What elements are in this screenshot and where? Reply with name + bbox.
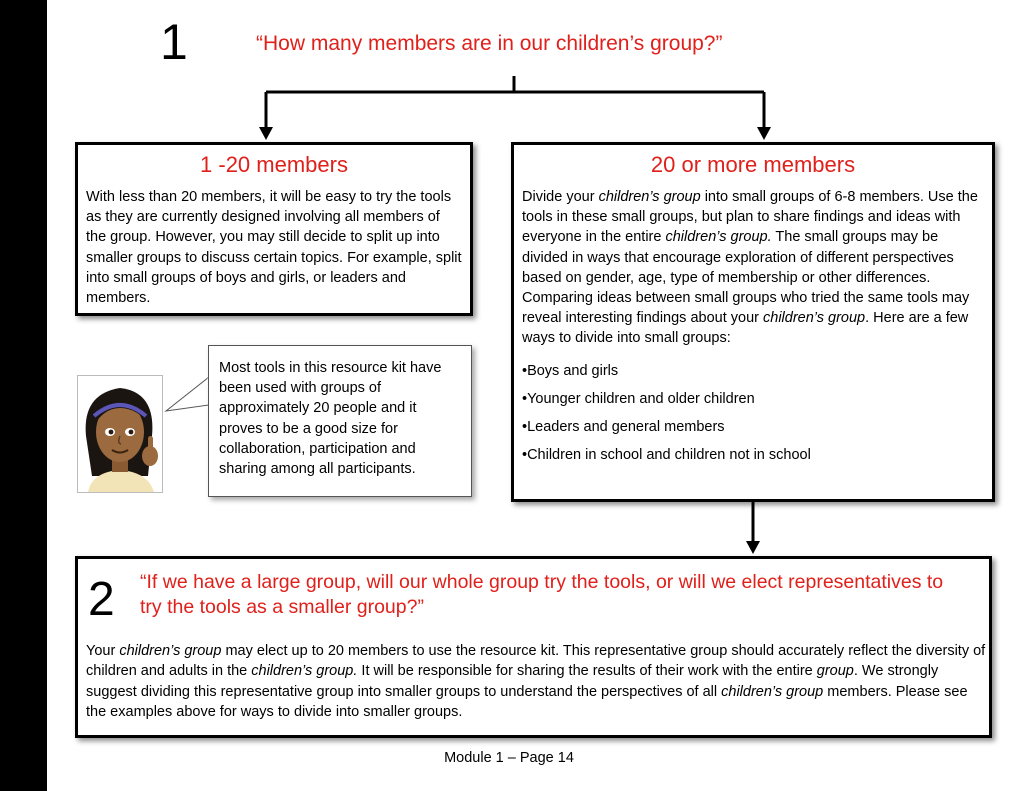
bullet-list bbox=[522, 361, 984, 466]
large-group-title: 20 or more members bbox=[650, 152, 856, 177]
speech-bubble-tail bbox=[160, 375, 212, 415]
list-item: •Leaders and general members bbox=[522, 419, 725, 436]
text-run: Your bbox=[86, 643, 120, 659]
text-run-italic: children’s group bbox=[598, 189, 701, 205]
girl-cartoon-icon bbox=[78, 376, 162, 492]
text-run: members. Please see the examples above for ways to divide into smaller groups. bbox=[86, 683, 968, 721]
open-quote: “ bbox=[256, 32, 263, 55]
text-run-italic: children’s group bbox=[119, 643, 222, 659]
small-group-title: 1 -20 members bbox=[200, 152, 348, 177]
question-2-text bbox=[140, 570, 960, 620]
text-run: may elect up to 20 members to use the resource kit. This representative group should accurately reflect the diversity of children and adults in the bbox=[86, 643, 986, 680]
text-run: It will be responsible for sharing the results of their work with the entire bbox=[357, 663, 817, 680]
down-arrow-head bbox=[746, 541, 760, 554]
text-run-italic: children’s group. bbox=[665, 229, 772, 246]
close-quote: ” bbox=[715, 32, 723, 55]
open-quote: “ bbox=[140, 571, 147, 593]
text-run: . We strongly suggest dividing this representative group into smaller groups to understand the perspectives of all bbox=[86, 663, 939, 700]
small-group-box bbox=[75, 142, 473, 316]
right-arrow-head bbox=[757, 127, 771, 140]
page-footer bbox=[0, 748, 1024, 768]
text-run-italic: children’s group bbox=[763, 310, 866, 327]
text-run-italic: group bbox=[816, 663, 854, 680]
large-group-body bbox=[514, 187, 992, 465]
close-quote: ” bbox=[417, 596, 424, 618]
speech-bubble: Most tools in this resource kit have been used with groups of approximately 20 people and it proves to be a good size for collaboration, participation and sharing among all participants. bbox=[208, 345, 472, 497]
list-item: •Boys and girls bbox=[522, 362, 619, 379]
text-run: into small groups of 6-8 members. Use the tools in these small groups, but plan to share findings and ideas with everyone in the entire bbox=[522, 189, 978, 246]
large-group-box bbox=[511, 142, 995, 502]
girl-avatar-illustration bbox=[77, 375, 163, 493]
question-2-body: If we have a large group, will our whole group try the tools, or will we elect representatives to try the tools as a smaller group? bbox=[140, 571, 944, 618]
text-run: Divide your bbox=[522, 189, 599, 205]
representative-group-body bbox=[86, 641, 986, 723]
list-item: •Children in school and children not in school bbox=[522, 447, 811, 464]
question-1-body: How many members are in our children’s group? bbox=[263, 32, 716, 55]
page-number: Module 1 – Page 14 bbox=[444, 750, 574, 766]
question-1-number: 1 bbox=[160, 14, 188, 70]
small-group-body: With less than 20 members, it will be easy to try the tools as they are currently designed involving all members of the group. However, you may still decide to split up into smaller groups to discuss certain topics. For example, split into small groups of boys and girls, or leaders and members. bbox=[86, 189, 462, 307]
left-arrow-head bbox=[259, 127, 273, 140]
text-run: . Here are a few ways to divide into small groups: bbox=[522, 310, 969, 347]
text-run: The small groups may be divided in ways that encourage exploration of different perspectives based on gender, age, type of membership or other differences. Comparing ideas between small groups who tried the same tools may reveal interesting findings about your bbox=[522, 229, 970, 327]
text-run-italic: children’s group bbox=[721, 683, 824, 700]
list-item: •Younger children and older children bbox=[522, 390, 755, 407]
question-2-number: 2 bbox=[88, 573, 115, 626]
text-run-italic: children’s group. bbox=[251, 663, 358, 680]
